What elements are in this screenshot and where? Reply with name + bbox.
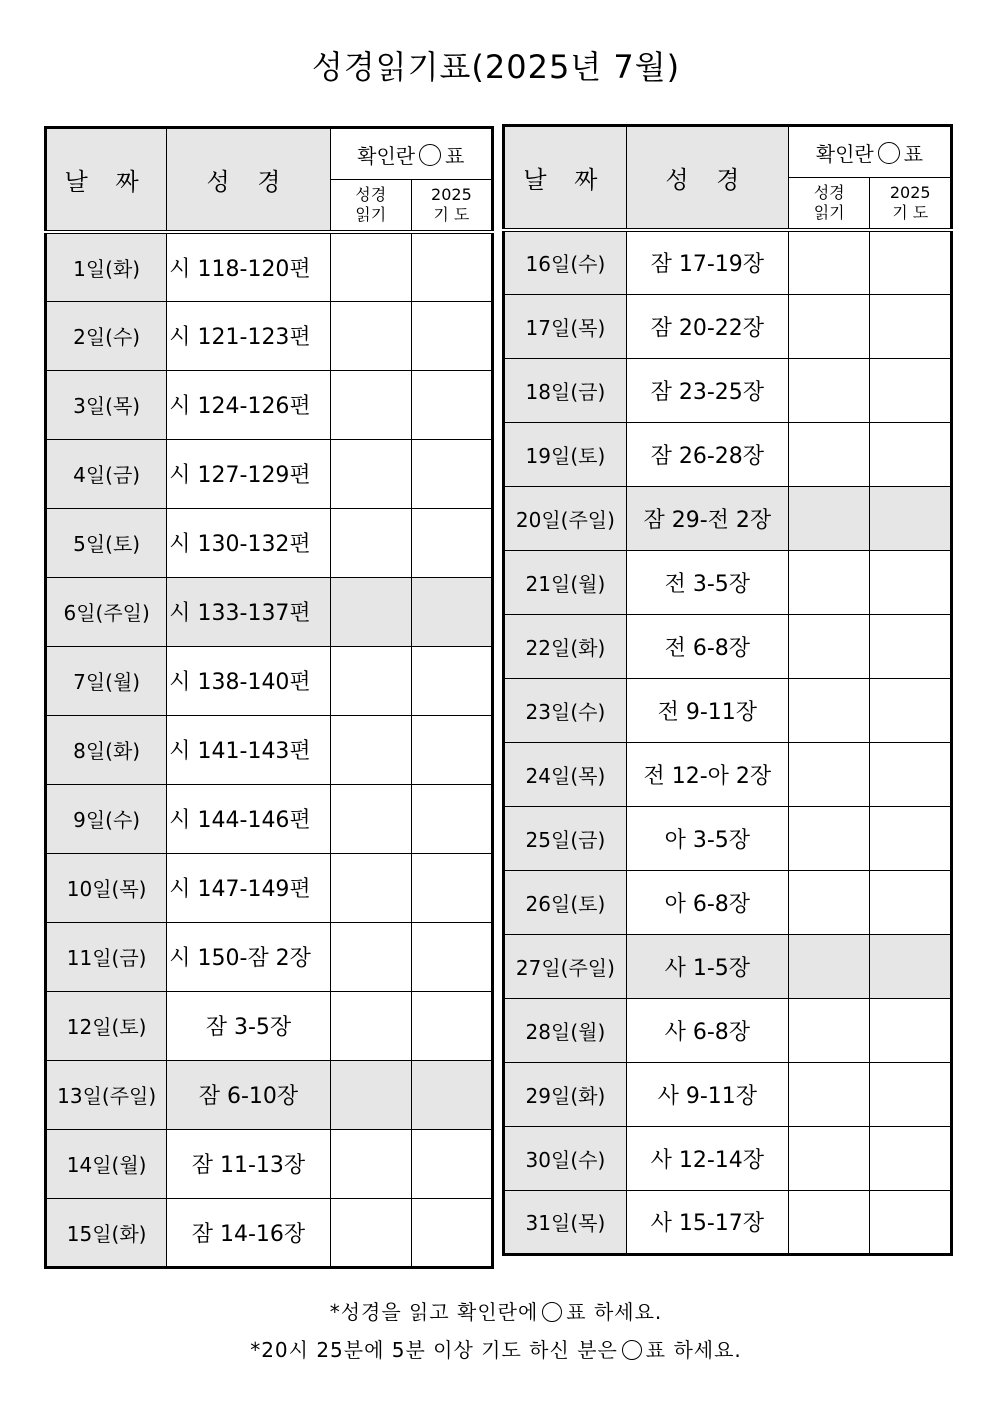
check-pray-box[interactable] — [411, 232, 492, 301]
header-check-label: 확인란 — [357, 143, 416, 168]
check-pray-box[interactable] — [411, 301, 492, 370]
check-read-box[interactable] — [788, 998, 870, 1062]
note-line-1: *성경을 읽고 확인란에 표 하세요. — [329, 1300, 663, 1324]
check-read-box[interactable] — [330, 784, 411, 853]
header-bible: 성 경 — [626, 126, 788, 231]
reading-cell: 사 15-17장 — [626, 1190, 788, 1254]
header-col-pray: 2025 기 도 — [411, 180, 492, 233]
table-row — [504, 998, 952, 1062]
table-row — [46, 301, 493, 370]
table-row — [504, 870, 952, 934]
date-cell: 10일(목) — [46, 853, 167, 922]
table-row — [46, 577, 493, 646]
check-pray-box[interactable] — [411, 439, 492, 508]
date-cell: 2일(수) — [46, 301, 167, 370]
date-cell: 5일(토) — [46, 508, 167, 577]
table-row — [46, 508, 493, 577]
check-pray-box[interactable] — [411, 715, 492, 784]
table-row — [504, 486, 952, 550]
check-read-box[interactable] — [330, 922, 411, 991]
reading-cell: 사 9-11장 — [626, 1062, 788, 1126]
table-row — [504, 614, 952, 678]
check-pray-box[interactable] — [411, 370, 492, 439]
date-cell: 13일(주일) — [46, 1060, 167, 1129]
check-pray-box[interactable] — [870, 550, 952, 614]
table-row — [504, 294, 952, 358]
page-title: 성경읽기표(2025년 7월) — [311, 48, 681, 86]
table-row — [504, 358, 952, 422]
reading-cell: 잠 14-16장 — [167, 1198, 330, 1267]
reading-cell: 전 9-11장 — [626, 678, 788, 742]
check-pray-box[interactable] — [870, 998, 952, 1062]
date-cell: 25일(금) — [504, 806, 627, 870]
header-check-suffix: 표 — [903, 141, 924, 166]
header-col-read: 성경 읽기 — [330, 180, 411, 233]
reading-cell: 아 6-8장 — [626, 870, 788, 934]
check-read-box[interactable] — [788, 806, 870, 870]
check-pray-box[interactable] — [411, 1060, 492, 1129]
check-pray-box[interactable] — [870, 486, 952, 550]
table-row — [46, 922, 493, 991]
check-read-box[interactable] — [788, 550, 870, 614]
table-row — [504, 230, 952, 294]
check-pray-box[interactable] — [870, 614, 952, 678]
date-cell: 17일(목) — [504, 294, 627, 358]
date-cell: 12일(토) — [46, 991, 167, 1060]
check-pray-box[interactable] — [411, 1129, 492, 1198]
check-pray-box[interactable] — [411, 577, 492, 646]
note-line-2: *20시 25분에 5분 이상 기도 하신 분은 표 하세요. — [250, 1338, 742, 1362]
check-read-box[interactable] — [788, 486, 870, 550]
check-pray-box[interactable] — [411, 646, 492, 715]
reading-cell: 잠 6-10장 — [167, 1060, 330, 1129]
reading-cell: 전 12-아 2장 — [626, 742, 788, 806]
check-read-box[interactable] — [788, 742, 870, 806]
date-cell: 28일(월) — [504, 998, 627, 1062]
table-row — [504, 934, 952, 998]
date-cell: 6일(주일) — [46, 577, 167, 646]
header-bible: 성 경 — [167, 128, 330, 233]
check-read-box[interactable] — [330, 232, 411, 301]
reading-cell: 전 3-5장 — [626, 550, 788, 614]
check-pray-box[interactable] — [870, 1126, 952, 1190]
check-read-box[interactable] — [330, 1060, 411, 1129]
date-cell: 16일(수) — [504, 230, 627, 294]
check-pray-box[interactable] — [870, 742, 952, 806]
check-read-box[interactable] — [330, 508, 411, 577]
table-row — [46, 439, 493, 508]
date-cell: 19일(토) — [504, 422, 627, 486]
check-read-box[interactable] — [788, 1126, 870, 1190]
reading-cell: 사 1-5장 — [626, 934, 788, 998]
check-pray-box[interactable] — [870, 294, 952, 358]
reading-cell: 시 130-132편 — [167, 508, 330, 577]
table-row — [46, 1060, 493, 1129]
date-cell: 22일(화) — [504, 614, 627, 678]
check-pray-box[interactable] — [411, 1198, 492, 1267]
check-read-box[interactable] — [330, 370, 411, 439]
reading-cell: 잠 23-25장 — [626, 358, 788, 422]
check-read-box[interactable] — [330, 577, 411, 646]
table-row — [504, 422, 952, 486]
reading-cell: 시 133-137편 — [167, 577, 330, 646]
check-pray-box[interactable] — [870, 870, 952, 934]
check-pray-box[interactable] — [870, 422, 952, 486]
check-read-box[interactable] — [788, 230, 870, 294]
header-check — [788, 126, 951, 178]
header-check-suffix: 표 — [445, 143, 465, 168]
date-cell: 1일(화) — [46, 232, 167, 301]
check-read-box[interactable] — [788, 358, 870, 422]
table-row — [504, 1126, 952, 1190]
date-cell: 9일(수) — [46, 784, 167, 853]
check-pray-box[interactable] — [870, 934, 952, 998]
date-cell: 26일(토) — [504, 870, 627, 934]
circle-icon — [542, 1302, 562, 1322]
check-read-box[interactable] — [788, 934, 870, 998]
check-read-box[interactable] — [788, 678, 870, 742]
reading-cell: 시 124-126편 — [167, 370, 330, 439]
date-cell: 4일(금) — [46, 439, 167, 508]
check-read-box[interactable] — [330, 1198, 411, 1267]
check-pray-box[interactable] — [870, 806, 952, 870]
table-row — [46, 232, 493, 301]
reading-cell: 시 141-143편 — [167, 715, 330, 784]
table-row — [46, 370, 493, 439]
header-check-label: 확인란 — [815, 141, 874, 166]
check-read-box[interactable] — [330, 991, 411, 1060]
reading-cell: 시 118-120편 — [167, 232, 330, 301]
table-row — [46, 646, 493, 715]
date-cell: 24일(목) — [504, 742, 627, 806]
check-pray-box[interactable] — [870, 1190, 952, 1254]
reading-cell: 잠 3-5장 — [167, 991, 330, 1060]
header-col-read: 성경 읽기 — [788, 178, 870, 231]
reading-cell: 사 12-14장 — [626, 1126, 788, 1190]
reading-cell: 시 138-140편 — [167, 646, 330, 715]
reading-cell: 시 127-129편 — [167, 439, 330, 508]
table-row — [46, 853, 493, 922]
check-read-box[interactable] — [788, 1190, 870, 1254]
date-cell: 8일(화) — [46, 715, 167, 784]
date-cell: 15일(화) — [46, 1198, 167, 1267]
date-cell: 7일(월) — [46, 646, 167, 715]
check-read-box[interactable] — [788, 614, 870, 678]
reading-cell: 아 3-5장 — [626, 806, 788, 870]
date-cell: 14일(월) — [46, 1129, 167, 1198]
check-read-box[interactable] — [788, 294, 870, 358]
table-row — [504, 1190, 952, 1254]
table-row — [504, 742, 952, 806]
reading-cell: 시 121-123편 — [167, 301, 330, 370]
date-cell: 21일(월) — [504, 550, 627, 614]
table-row — [46, 784, 493, 853]
date-cell: 11일(금) — [46, 922, 167, 991]
circle-icon — [878, 142, 900, 164]
date-cell: 18일(금) — [504, 358, 627, 422]
check-read-box[interactable] — [330, 646, 411, 715]
check-read-box[interactable] — [330, 439, 411, 508]
check-read-box[interactable] — [788, 870, 870, 934]
check-pray-box[interactable] — [411, 784, 492, 853]
reading-cell: 잠 17-19장 — [626, 230, 788, 294]
check-read-box[interactable] — [330, 853, 411, 922]
check-read-box[interactable] — [788, 422, 870, 486]
check-pray-box[interactable] — [870, 358, 952, 422]
reading-table-right — [502, 124, 953, 1256]
check-pray-box[interactable] — [870, 678, 952, 742]
header-date: 날 짜 — [504, 126, 627, 231]
reading-cell: 잠 20-22장 — [626, 294, 788, 358]
reading-cell: 사 6-8장 — [626, 998, 788, 1062]
table-row — [504, 550, 952, 614]
check-pray-box[interactable] — [870, 1062, 952, 1126]
check-read-box[interactable] — [330, 715, 411, 784]
date-cell: 3일(목) — [46, 370, 167, 439]
check-pray-box[interactable] — [411, 922, 492, 991]
reading-cell: 시 144-146편 — [167, 784, 330, 853]
reading-table-left — [44, 126, 494, 1269]
table-row — [46, 1198, 493, 1267]
check-read-box[interactable] — [788, 1062, 870, 1126]
check-pray-box[interactable] — [870, 230, 952, 294]
reading-cell: 시 150-잠 2장 — [167, 922, 330, 991]
check-read-box[interactable] — [330, 301, 411, 370]
date-cell: 20일(주일) — [504, 486, 627, 550]
table-row — [504, 1062, 952, 1126]
reading-cell: 시 147-149편 — [167, 853, 330, 922]
table-row — [504, 806, 952, 870]
date-cell: 30일(수) — [504, 1126, 627, 1190]
circle-icon — [419, 144, 441, 166]
header-check — [330, 128, 492, 180]
header-date: 날 짜 — [46, 128, 167, 233]
table-row — [504, 678, 952, 742]
check-read-box[interactable] — [330, 1129, 411, 1198]
table-row — [46, 1129, 493, 1198]
header-col-pray: 2025 기 도 — [870, 178, 952, 231]
reading-cell: 잠 11-13장 — [167, 1129, 330, 1198]
table-row — [46, 715, 493, 784]
reading-cell: 잠 29-전 2장 — [626, 486, 788, 550]
table-row — [46, 991, 493, 1060]
date-cell: 29일(화) — [504, 1062, 627, 1126]
date-cell: 27일(주일) — [504, 934, 627, 998]
date-cell: 31일(목) — [504, 1190, 627, 1254]
date-cell: 23일(수) — [504, 678, 627, 742]
reading-cell: 전 6-8장 — [626, 614, 788, 678]
reading-cell: 잠 26-28장 — [626, 422, 788, 486]
check-pray-box[interactable] — [411, 508, 492, 577]
check-pray-box[interactable] — [411, 853, 492, 922]
circle-icon — [622, 1340, 642, 1360]
check-pray-box[interactable] — [411, 991, 492, 1060]
